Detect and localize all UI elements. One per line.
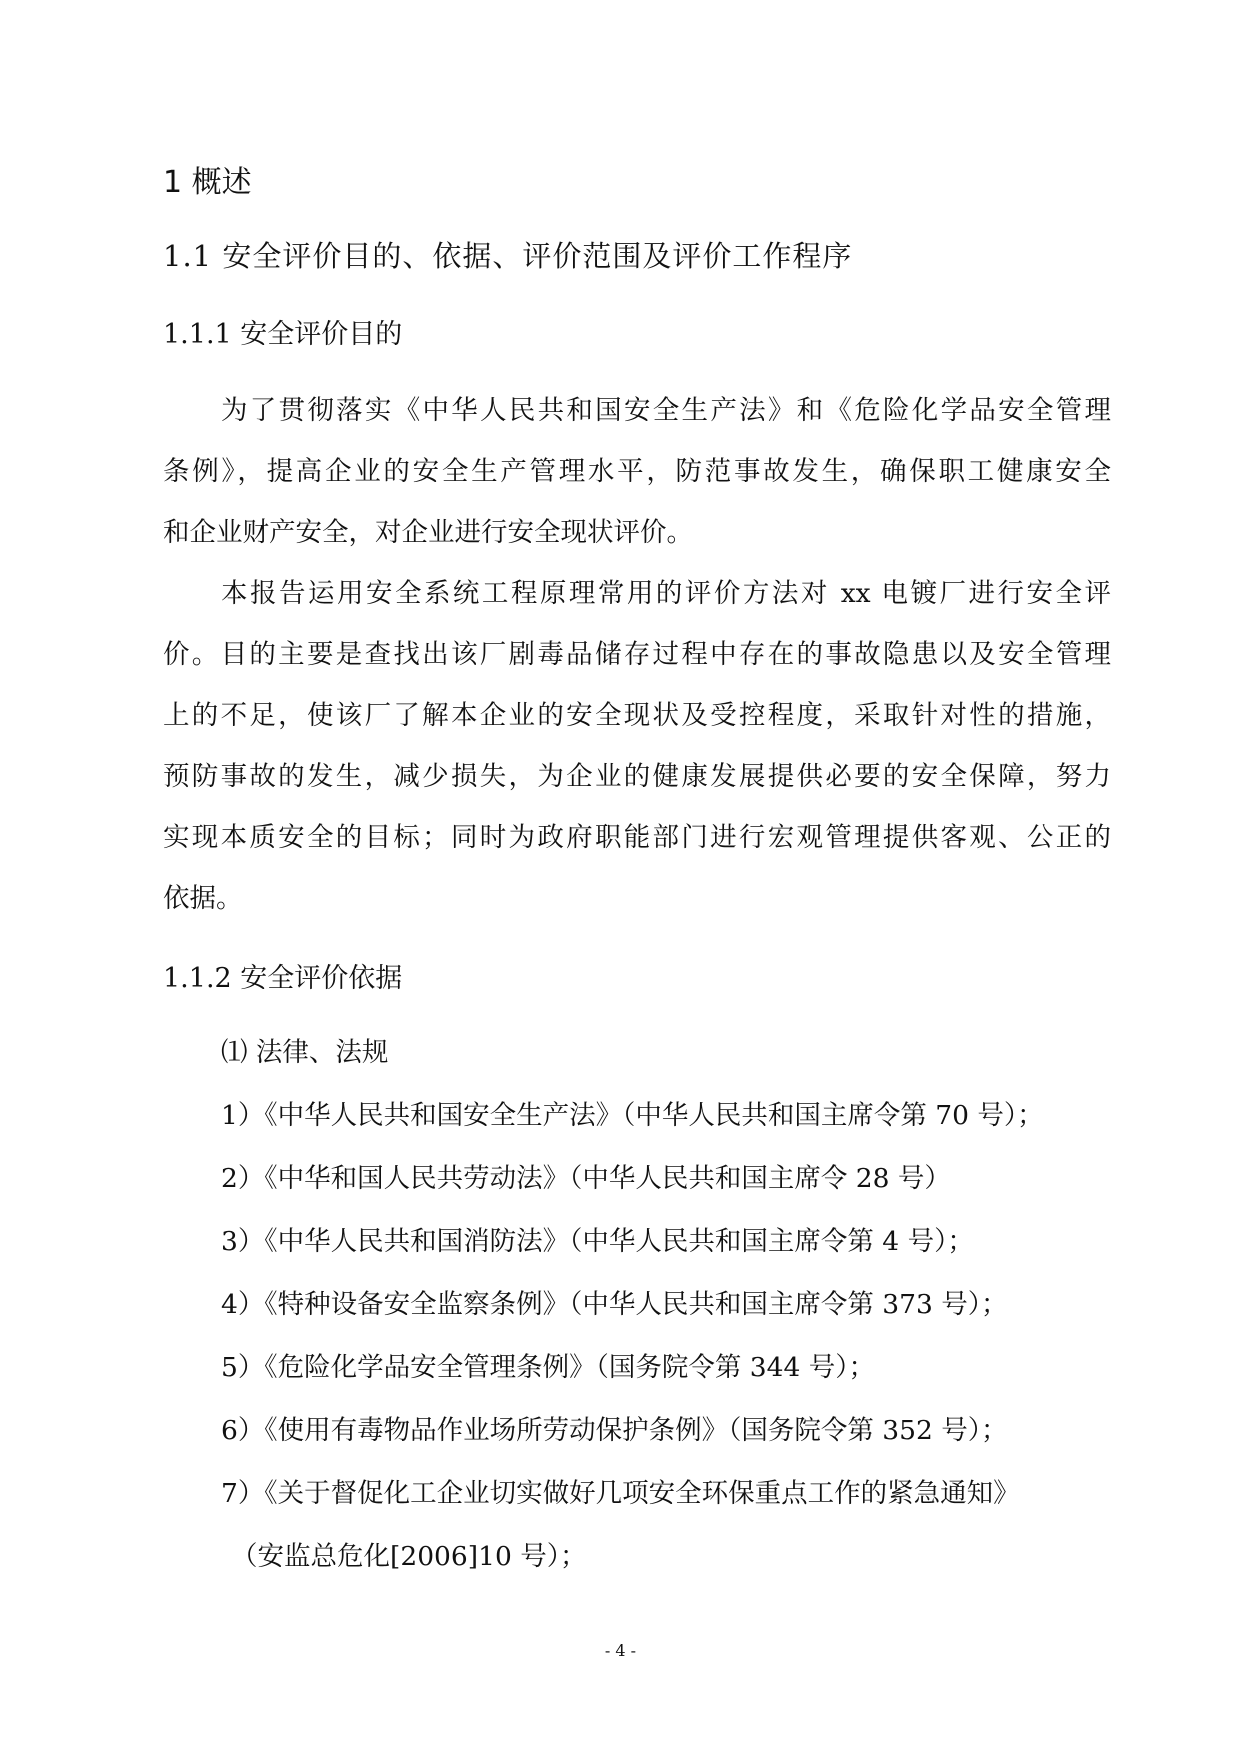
list-item-continuation: （安监总危化[2006]10 号）； — [231, 1541, 587, 1572]
page-number: - 4 - — [604, 1641, 637, 1660]
list-item: 6）《使用有毒物品作业场所劳动保护条例》（国务院令第 352 号）； — [221, 1415, 1008, 1446]
purpose-heading: 1.1.1 安全评价目的 — [163, 319, 403, 350]
paragraph-line: 为了贯彻落实《中华人民共和国安全生产法》和《危险化学品安全管理 — [221, 395, 1111, 426]
paragraph-line: 依据。 — [163, 883, 243, 914]
paragraph-line: 本报告运用安全系统工程原理常用的评价方法对 xx 电镀厂进行安全评 — [221, 578, 1111, 609]
paragraph-line: 预防事故的发生，减少损失，为企业的健康发展提供必要的安全保障，努力 — [163, 761, 1111, 792]
paragraph-line: 价。目的主要是查找出该厂剧毒品储存过程中存在的事故隐患以及安全管理 — [163, 639, 1111, 670]
list-item: 4）《特种设备安全监察条例》（中华人民共和国主席令第 373 号）； — [221, 1289, 1008, 1320]
paragraph-line: 条例》，提高企业的安全生产管理水平，防范事故发生，确保职工健康安全 — [163, 456, 1111, 487]
list-item: 1）《中华人民共和国安全生产法》（中华人民共和国主席令第 70 号）； — [221, 1100, 1044, 1131]
list-item: 3）《中华人民共和国消防法》（中华人民共和国主席令第 4 号）； — [221, 1226, 974, 1257]
list-item: 2）《中华和国人民共劳动法》（中华人民共和国主席令 28 号） — [221, 1163, 951, 1194]
basis-heading: 1.1.2 安全评价依据 — [163, 963, 403, 994]
paragraph-line: 和企业财产安全，对企业进行安全现状评价。 — [163, 517, 693, 548]
list-item: 7）《关于督促化工企业切实做好几项安全环保重点工作的紧急通知》 — [221, 1478, 1020, 1509]
paragraph-line: 实现本质安全的目标；同时为政府职能部门进行宏观管理提供客观、公正的 — [163, 822, 1111, 853]
section-heading: 1 概述 — [163, 165, 252, 200]
list-item: 5）《危险化学品安全管理条例》（国务院令第 344 号）； — [221, 1352, 876, 1383]
paragraph-line: 上的不足，使该厂了解本企业的安全现状及受控程度，采取针对性的措施， — [163, 700, 1111, 731]
laws-subheading: ⑴ 法律、法规 — [221, 1037, 389, 1068]
subsection-heading: 1.1 安全评价目的、依据、评价范围及评价工作程序 — [163, 239, 853, 273]
